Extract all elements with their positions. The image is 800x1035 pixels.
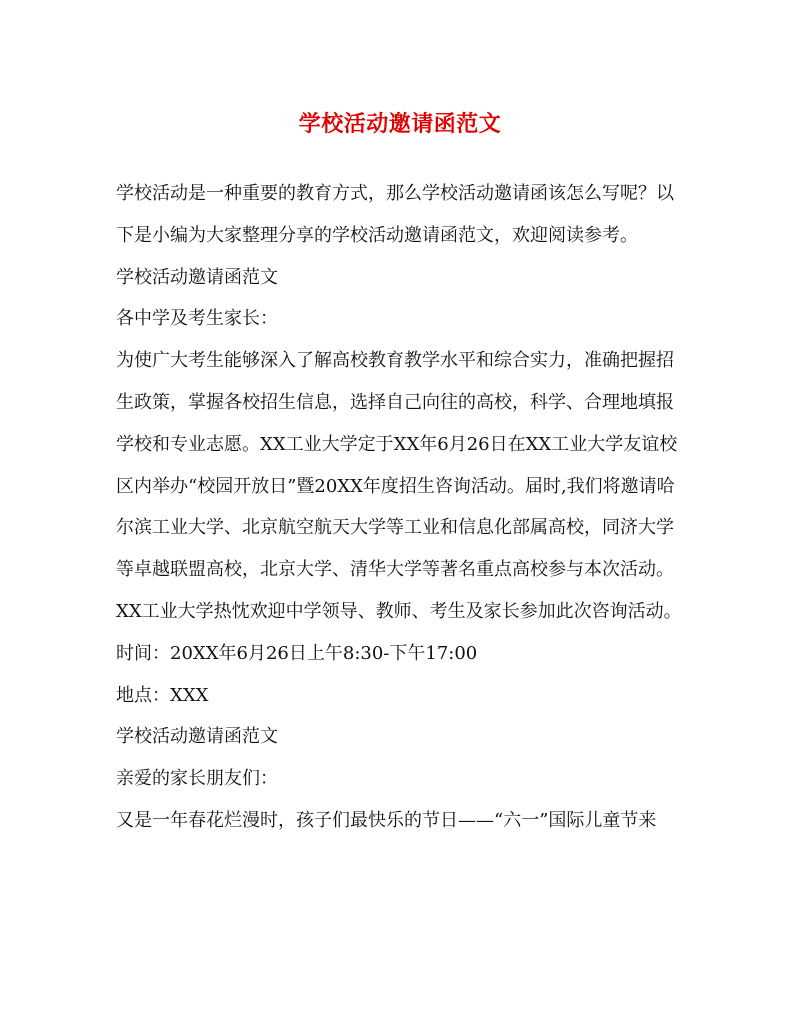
document-title: 学校活动邀请函范文: [298, 111, 502, 137]
intro-paragraph: 学校活动是一种重要的教育方式，那么学校活动邀请函该怎么写呢？以下是小编为大家整理分享的学校活动邀请函范文，欢迎阅读参考。: [116, 183, 674, 246]
section-heading: 学校活动邀请函范文: [116, 726, 278, 748]
salutation: 亲爱的家长朋友们：: [116, 768, 278, 790]
body-paragraph: 为使广大考生能够深入了解高校教育教学水平和综合实力，准确把握招生政策，掌握各校招生信息，选择自己向往的高校，科学、合理地填报学校和专业志愿。XX工业大学定于XX年6月26日在XX工业大学友谊校区内举办“校园开放日”暨20XX年度招生咨询活动。届时,我们将邀请哈尔滨工业大学、北京航空航天大学等工业和信息化部属高校，同济大学等卓越联盟高校，北京大学、清华大学等著名重点高校参与本次活动。: [116, 350, 678, 581]
salutation: 各中学及考生家长：: [116, 308, 278, 330]
section-heading: 学校活动邀请函范文: [116, 266, 278, 288]
body-paragraph: XX工业大学热忱欢迎中学领导、教师、考生及家长参加此次咨询活动。: [116, 600, 682, 622]
document-body: [116, 173, 688, 842]
event-time: 时间：20XX年6月26日上午8:30-下午17:00: [116, 642, 478, 664]
event-location: 地点：XXX: [116, 684, 209, 706]
body-paragraph: 又是一年春花烂漫时，孩子们最快乐的节日——“六一”国际儿童节来: [116, 809, 657, 831]
